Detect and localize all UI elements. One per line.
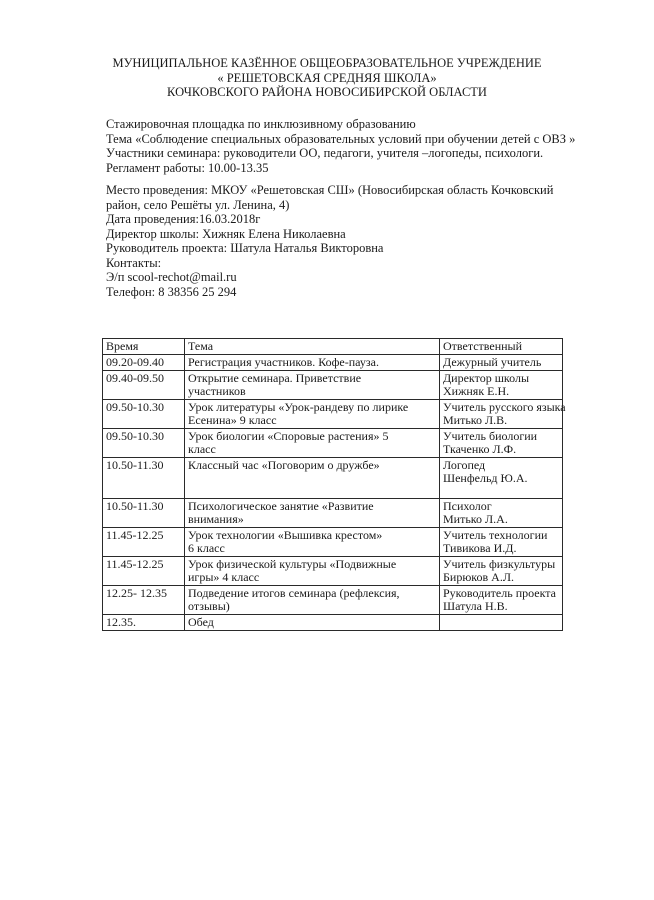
cell-responsible — [440, 615, 563, 631]
cell-topic-line: Урок физической культуры «Подвижные — [188, 557, 397, 571]
cell-responsible-line: Митько Л.В. — [443, 413, 508, 427]
cell-time: 09.20-09.40 — [103, 355, 185, 371]
cell-topic-line: игры» 4 класс — [188, 570, 260, 584]
table-row — [103, 400, 563, 429]
cell-topic-line: Урок литературы «Урок-рандеву по лирике — [188, 400, 409, 414]
table-row — [103, 615, 563, 631]
column-header-topic: Тема — [185, 339, 440, 355]
cell-responsible-line: Тивикова И.Д. — [443, 541, 517, 555]
cell-responsible-line: Учитель русского языка — [443, 400, 566, 414]
cell-topic — [185, 355, 440, 371]
cell-responsible-line: Логопед — [443, 458, 486, 472]
cell-topic — [185, 499, 440, 528]
cell-topic-line: участников — [188, 384, 246, 398]
venue-line-2: район, село Решёты ул. Ленина, 4) — [106, 197, 290, 212]
platform-line: Стажировочная площадка по инклюзивному образованию — [106, 117, 416, 131]
cell-topic — [185, 458, 440, 499]
phone-line: Телефон: 8 38356 25 294 — [106, 284, 237, 299]
table-row — [103, 499, 563, 528]
cell-topic — [185, 615, 440, 631]
cell-time: 09.40-09.50 — [103, 371, 185, 400]
table-row — [103, 429, 563, 458]
venue-line-1: Место проведения: МКОУ «Решетовская СШ» (Новосибирская область Кочковский — [106, 183, 554, 197]
document-header — [0, 56, 654, 100]
cell-responsible — [440, 400, 566, 429]
cell-topic-line: класс — [188, 442, 216, 456]
cell-responsible — [440, 586, 563, 615]
cell-topic — [185, 429, 440, 458]
cell-topic-line: Открытие семинара. Приветствие — [188, 371, 362, 385]
date-line: Дата проведения:16.03.2018г — [106, 212, 261, 226]
table-row — [103, 355, 563, 371]
table-row — [103, 586, 563, 615]
cell-responsible — [440, 371, 563, 400]
seminar-info — [106, 117, 626, 299]
header-line-region: КОЧКОВСКОГО РАЙОНА НОВОСИБИРСКОЙ ОБЛАСТИ — [167, 85, 487, 99]
cell-responsible-line: Бирюков А.Л. — [443, 570, 514, 584]
cell-time: 10.50-11.30 — [103, 458, 185, 499]
cell-responsible — [440, 499, 563, 528]
cell-topic-line: внимания» — [188, 512, 244, 526]
project-lead-line: Руководитель проекта: Шатула Наталья Викторовна — [106, 241, 384, 255]
cell-responsible-line: Психолог — [443, 499, 492, 513]
cell-topic-line: 6 класс — [188, 541, 225, 555]
table-row — [103, 371, 563, 400]
cell-topic — [185, 557, 440, 586]
cell-responsible — [440, 429, 563, 458]
cell-time: 10.50-11.30 — [103, 499, 185, 528]
cell-responsible-line: Учитель физкультуры — [443, 557, 556, 571]
schedule-line: Регламент работы: 10.00-13.35 — [106, 160, 269, 175]
table-header-row — [103, 339, 563, 355]
cell-topic-line: Есенина» 9 класс — [188, 413, 277, 427]
cell-responsible — [440, 458, 563, 499]
cell-responsible-line: Шатула Н.В. — [443, 599, 508, 613]
cell-responsible-line: Учитель технологии — [443, 528, 548, 542]
table-row — [103, 528, 563, 557]
table-row — [103, 557, 563, 586]
cell-responsible — [440, 528, 563, 557]
cell-responsible-line: Руководитель проекта — [443, 586, 556, 600]
cell-time: 11.45-12.25 — [103, 528, 185, 557]
cell-time: 09.50-10.30 — [103, 429, 185, 458]
director-line: Директор школы: Хижняк Елена Николаевна — [106, 226, 346, 241]
cell-time: 11.45-12.25 — [103, 557, 185, 586]
cell-topic-line: Урок технологии «Вышивка крестом» — [188, 528, 383, 542]
cell-topic — [185, 400, 440, 429]
table-row — [103, 458, 563, 499]
cell-topic — [185, 528, 440, 557]
cell-topic — [185, 371, 440, 400]
header-line-institution: МУНИЦИПАЛЬНОЕ КАЗЁННОЕ ОБЩЕОБРАЗОВАТЕЛЬНОЕ УЧРЕЖДЕНИЕ — [112, 56, 542, 70]
cell-topic-line: Классный час «Поговорим о дружбе» — [188, 458, 380, 472]
schedule-table — [102, 338, 566, 631]
cell-topic-line: Регистрация участников. Кофе-пауза. — [188, 355, 379, 369]
email-line: Э/п scool-rechot@mail.ru — [106, 270, 237, 284]
cell-responsible — [440, 355, 563, 371]
participants-line: Участники семинара: руководители ОО, педагоги, учителя –логопеды, психологи. — [106, 146, 544, 160]
cell-time: 09.50-10.30 — [103, 400, 185, 429]
cell-topic-line: Психологическое занятие «Развитие — [188, 499, 374, 513]
cell-responsible-line: Шенфельд Ю.А. — [443, 471, 528, 485]
cell-responsible-line: Митько Л.А. — [443, 512, 508, 526]
cell-topic — [185, 586, 440, 615]
header-line-school: « РЕШЕТОВСКАЯ СРЕДНЯЯ ШКОЛА» — [217, 70, 437, 85]
cell-responsible — [440, 557, 563, 586]
cell-responsible-line: Учитель биологии — [443, 429, 538, 443]
cell-responsible-line: Дежурный учитель — [443, 355, 542, 369]
column-header-responsible: Ответственный — [440, 339, 563, 355]
cell-topic-line: Подведение итогов семинара (рефлексия, — [188, 586, 400, 600]
column-header-time: Время — [103, 339, 185, 355]
cell-topic-line: Обед — [188, 615, 214, 629]
cell-time: 12.35. — [103, 615, 185, 631]
cell-responsible-line: Директор школы — [443, 371, 530, 385]
cell-time: 12.25- 12.35 — [103, 586, 185, 615]
cell-topic-line: отзывы) — [188, 599, 230, 613]
cell-topic-line: Урок биологии «Споровые растения» 5 — [188, 429, 389, 443]
contacts-label: Контакты: — [106, 255, 162, 270]
topic-line: Тема «Соблюдение специальных образовательных условий при обучении детей с ОВЗ » — [106, 131, 576, 146]
cell-responsible-line: Хижняк Е.Н. — [443, 384, 510, 398]
cell-responsible-line: Ткаченко Л.Ф. — [443, 442, 517, 456]
